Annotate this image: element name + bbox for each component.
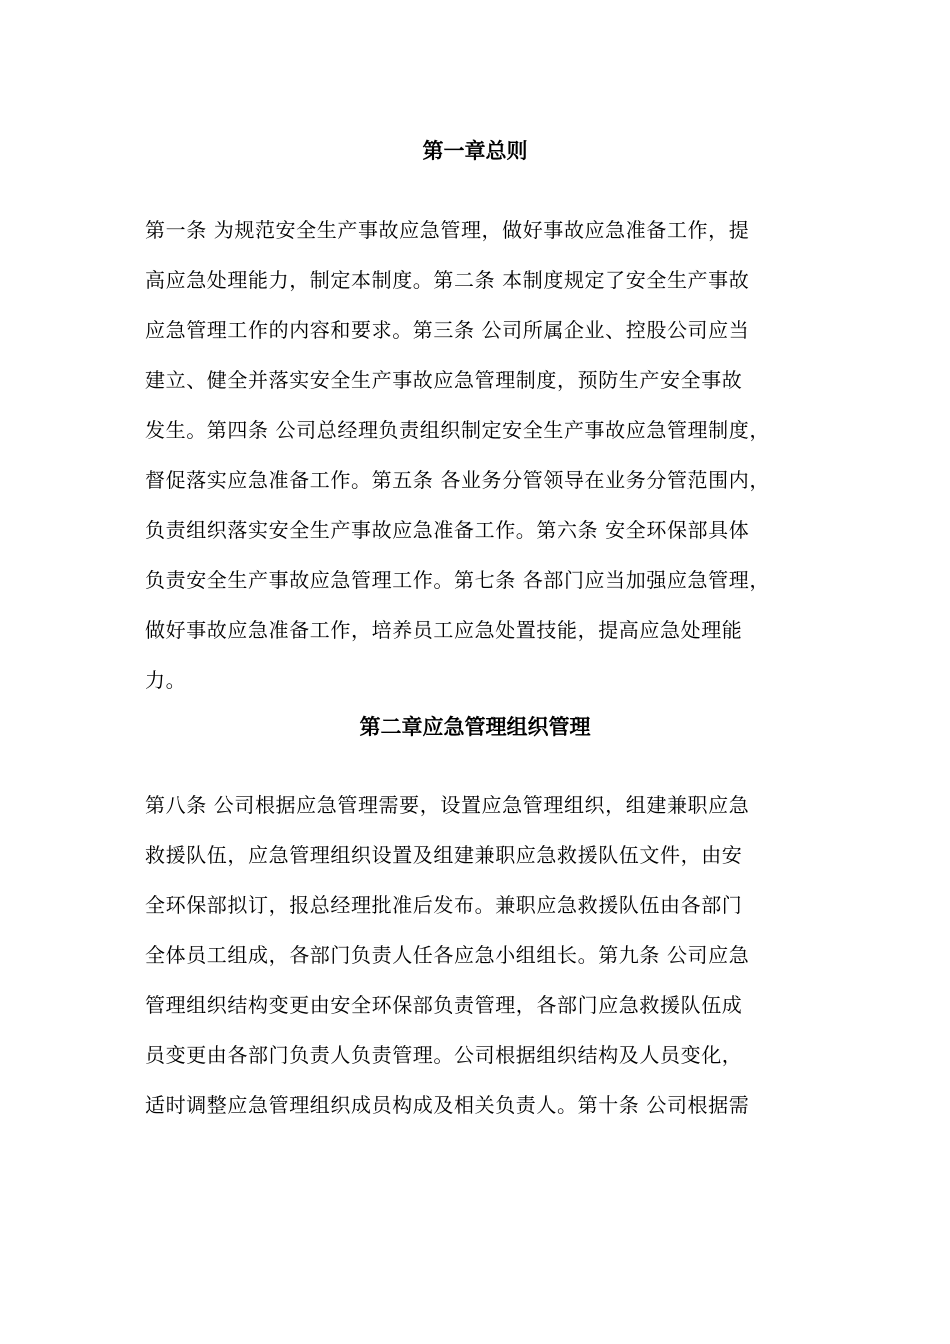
chapter-1-line: 发生。第四条 公司总经理负责组织制定安全生产事故应急管理制度， xyxy=(145,418,770,442)
chapter-2-line: 管理组织结构变更由安全环保部负责管理，各部门应急救援队伍成 xyxy=(145,993,743,1017)
chapter-1-line: 负责安全生产事故应急管理工作。第七条 各部门应当加强应急管理， xyxy=(145,568,770,592)
chapter-2-line: 全环保部拟订，报总经理批准后发布。兼职应急救援队伍由各部门 xyxy=(145,893,743,917)
chapter-1-title: 第一章总则 xyxy=(422,139,528,163)
chapter-1-line: 高应急处理能力，制定本制度。第二条 本制度规定了安全生产事故 xyxy=(145,268,750,292)
chapter-2-line: 全体员工组成，各部门负责人任各应急小组组长。第九条 公司应急 xyxy=(145,943,750,967)
chapter-1-line: 督促落实应急准备工作。第五条 各业务分管领导在业务分管范围内， xyxy=(145,468,770,492)
chapter-2-line: 救援队伍，应急管理组织设置及组建兼职应急救援队伍文件，由安 xyxy=(145,843,743,867)
chapter-2-line: 适时调整应急管理组织成员构成及相关负责人。第十条 公司根据需 xyxy=(145,1093,750,1117)
chapter-1-line: 负责组织落实安全生产事故应急准备工作。第六条 安全环保部具体 xyxy=(145,518,750,542)
chapter-1-line: 力。 xyxy=(145,668,187,692)
chapter-1-line: 应急管理工作的内容和要求。第三条 公司所属企业、控股公司应当 xyxy=(145,318,750,342)
chapter-2-title: 第二章应急管理组织管理 xyxy=(359,715,591,739)
chapter-1-line: 第一条 为规范安全生产事故应急管理，做好事故应急准备工作，提 xyxy=(145,218,750,242)
chapter-2-line: 员变更由各部门负责人负责管理。公司根据组织结构及人员变化， xyxy=(145,1043,743,1067)
chapter-1-line: 建立、健全并落实安全生产事故应急管理制度，预防生产安全事故 xyxy=(145,368,743,392)
chapter-1-line: 做好事故应急准备工作，培养员工应急处置技能，提高应急处理能 xyxy=(145,618,743,642)
chapter-2-line: 第八条 公司根据应急管理需要，设置应急管理组织，组建兼职应急 xyxy=(145,793,750,817)
